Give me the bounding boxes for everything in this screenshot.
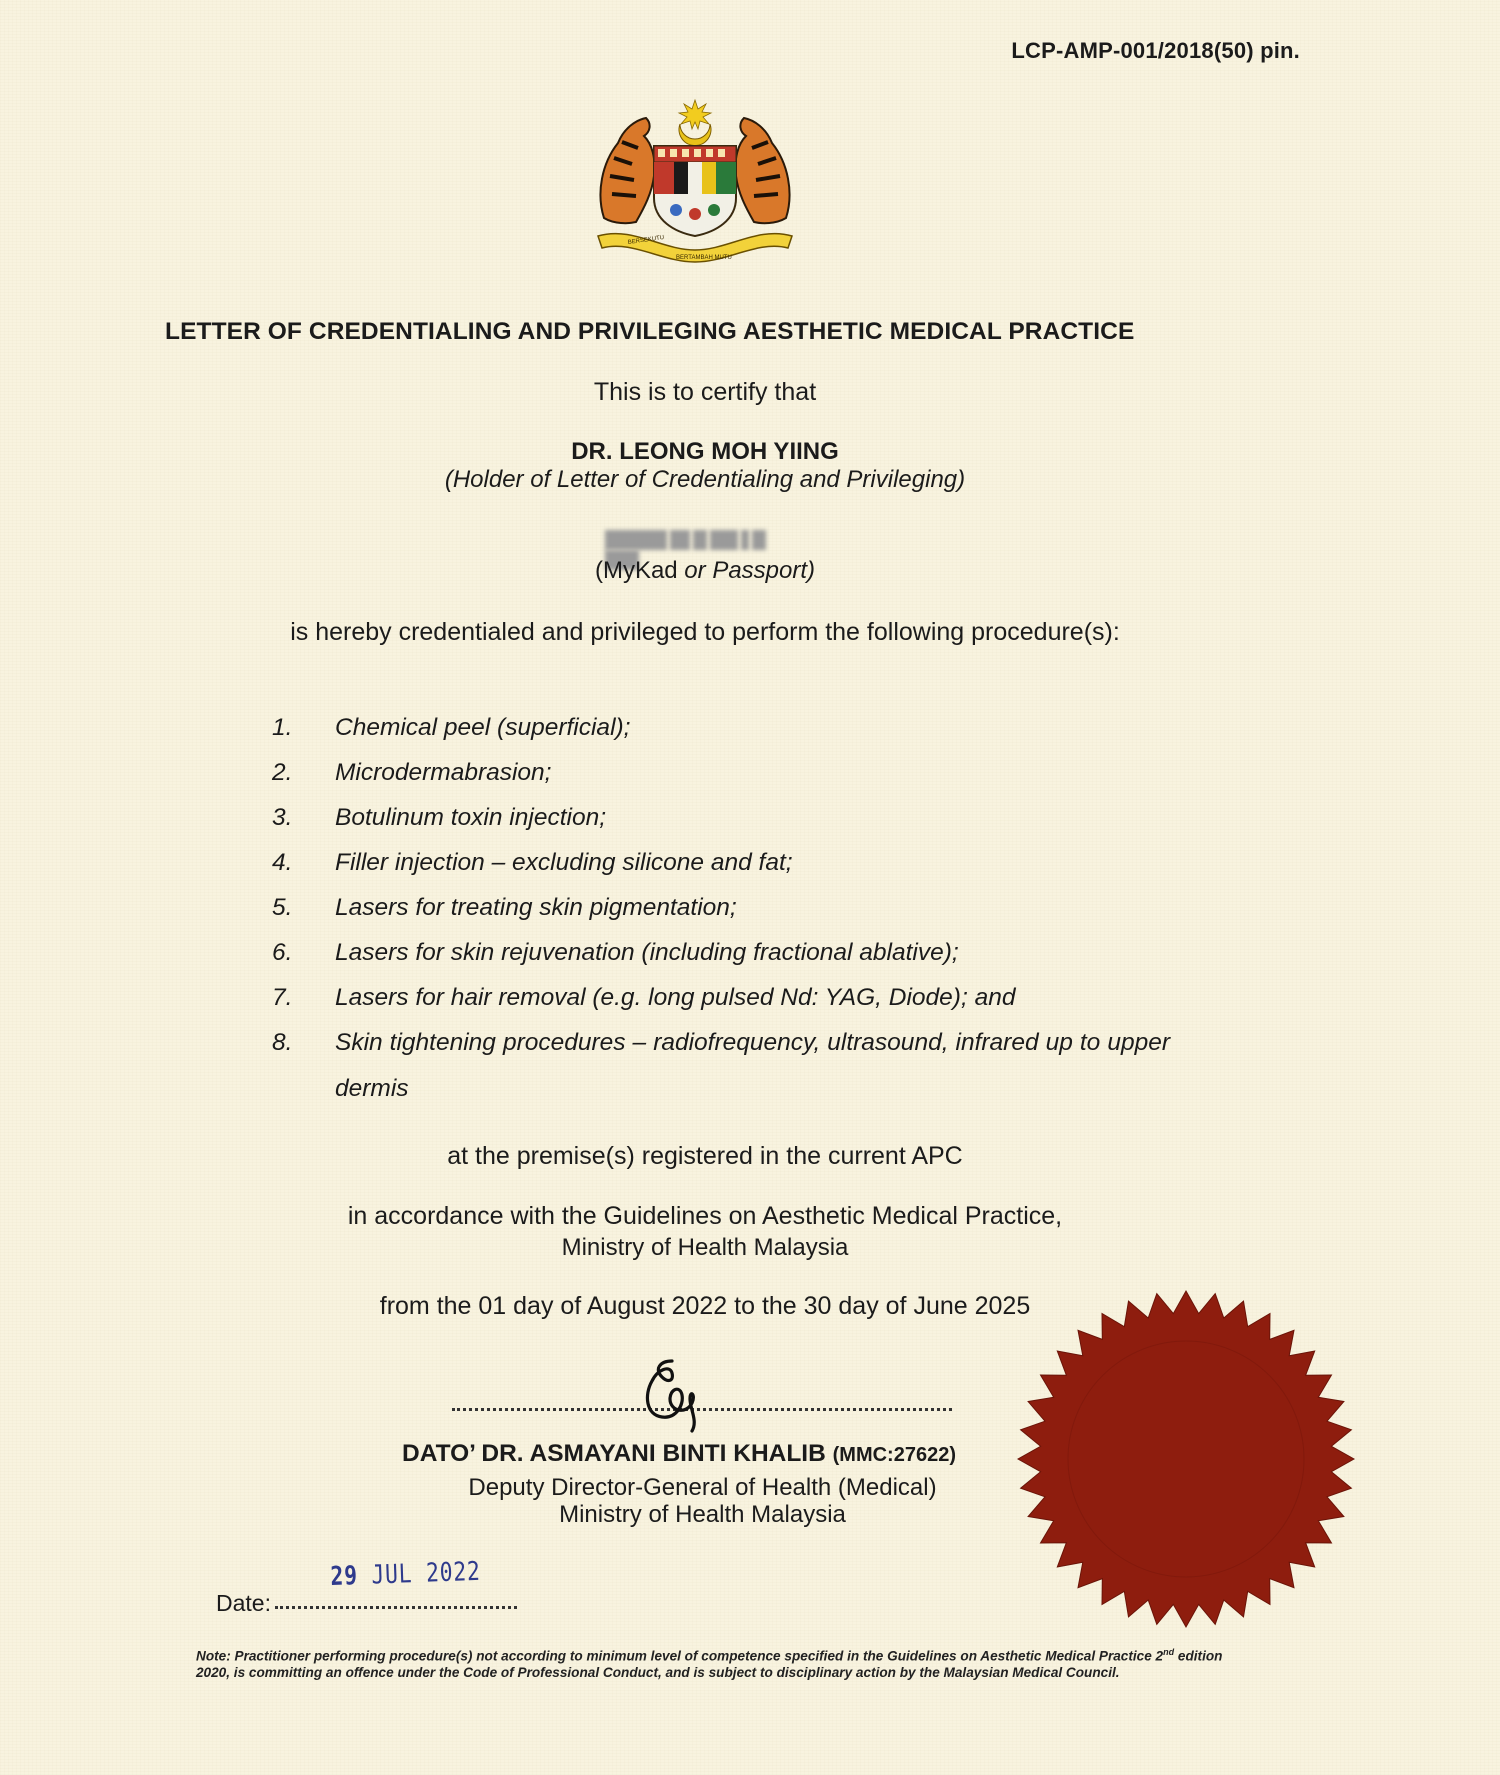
list-item [272, 795, 1172, 840]
item-number: 7. [272, 984, 293, 1011]
signatory-position: Deputy Director-General of Health (Medical) [468, 1474, 937, 1501]
procedure-text: Lasers for hair removal (e.g. long pulsed Nd: YAG, Diode); and [335, 984, 1016, 1011]
item-number: 4. [272, 849, 293, 876]
certify-text: This is to certify that [593, 378, 817, 406]
procedure-text: Lasers for treating skin pigmentation; [335, 894, 737, 921]
list-item [272, 975, 1172, 1020]
list-item [272, 750, 1172, 795]
signatory-organization: Ministry of Health Malaysia [559, 1501, 846, 1528]
list-item [272, 1020, 1172, 1112]
list-item [272, 885, 1172, 930]
procedure-text: Lasers for skin rejuvenation (including fractional ablative); [335, 939, 959, 966]
procedure-text: Microdermabrasion; [335, 759, 552, 786]
svg-text:BERTAMBAH MUTU: BERTAMBAH MUTU [676, 255, 732, 261]
redacted-id-number [605, 530, 800, 550]
procedure-text: Skin tightening procedures – radiofrequency, ultrasound, infrared up to upper dermis [335, 1029, 1170, 1102]
signature-image [632, 1355, 722, 1435]
procedure-text: Filler injection – excluding silicone and fat; [335, 849, 793, 876]
red-seal-icon [1015, 1288, 1357, 1630]
svg-text:BERSEKUTU: BERSEKUTU [627, 234, 665, 246]
item-number: 5. [272, 894, 293, 921]
item-number: 1. [272, 714, 293, 741]
footnote: Note: Practitioner performing procedure(s) not according to minimum level of competence specified in the Guidelines on Aesthetic Medical Practice 2nd edition 2020, is committing an offence under the Code of Professional Conduct, and is subject to disciplinary action by the Malaysian Medical Council. [196, 1647, 1223, 1680]
item-number: 2. [272, 759, 293, 786]
holder-name: DR. LEONG MOH YIING [571, 438, 839, 465]
date-label: Date: [216, 1590, 271, 1616]
procedure-text: Chemical peel (superficial); [335, 714, 631, 741]
list-item [272, 840, 1172, 885]
item-number: 6. [272, 939, 293, 966]
document-title: LETTER OF CREDENTIALING AND PRIVILEGING AESTHETIC MEDICAL PRACTICE [165, 318, 1135, 345]
validity-period: from the 01 day of August 2022 to the 30 day of June 2025 [379, 1292, 1031, 1320]
premise-text: at the premise(s) registered in the current APC [447, 1142, 963, 1170]
guidelines-ministry: Ministry of Health Malaysia [561, 1234, 849, 1261]
id-type-label: (MyKad or Passport) [594, 557, 816, 584]
procedure-list [272, 705, 1172, 1112]
guidelines-text: in accordance with the Guidelines on Aesthetic Medical Practice, [347, 1202, 1063, 1230]
list-item [272, 930, 1172, 975]
reference-number: LCP-AMP-001/2018(50) pin. [1011, 38, 1300, 63]
item-number: 3. [272, 804, 293, 831]
holder-role: (Holder of Letter of Credentialing and Privileging) [444, 466, 966, 493]
signatory-name: DATO’ DR. ASMAYANI BINTI KHALIB (MMC:27622) [402, 1440, 956, 1467]
coat-of-arms-icon [592, 98, 798, 263]
date-stamp: 29 JUL 2022 [330, 1556, 482, 1592]
date-line [275, 1606, 517, 1609]
credential-statement: is hereby credentialed and privileged to perform the following procedure(s): [290, 618, 1120, 646]
procedure-text: Botulinum toxin injection; [335, 804, 607, 831]
mmc-number: (MMC:27622) [832, 1444, 956, 1466]
item-number: 8. [272, 1029, 293, 1056]
list-item [272, 705, 1172, 750]
